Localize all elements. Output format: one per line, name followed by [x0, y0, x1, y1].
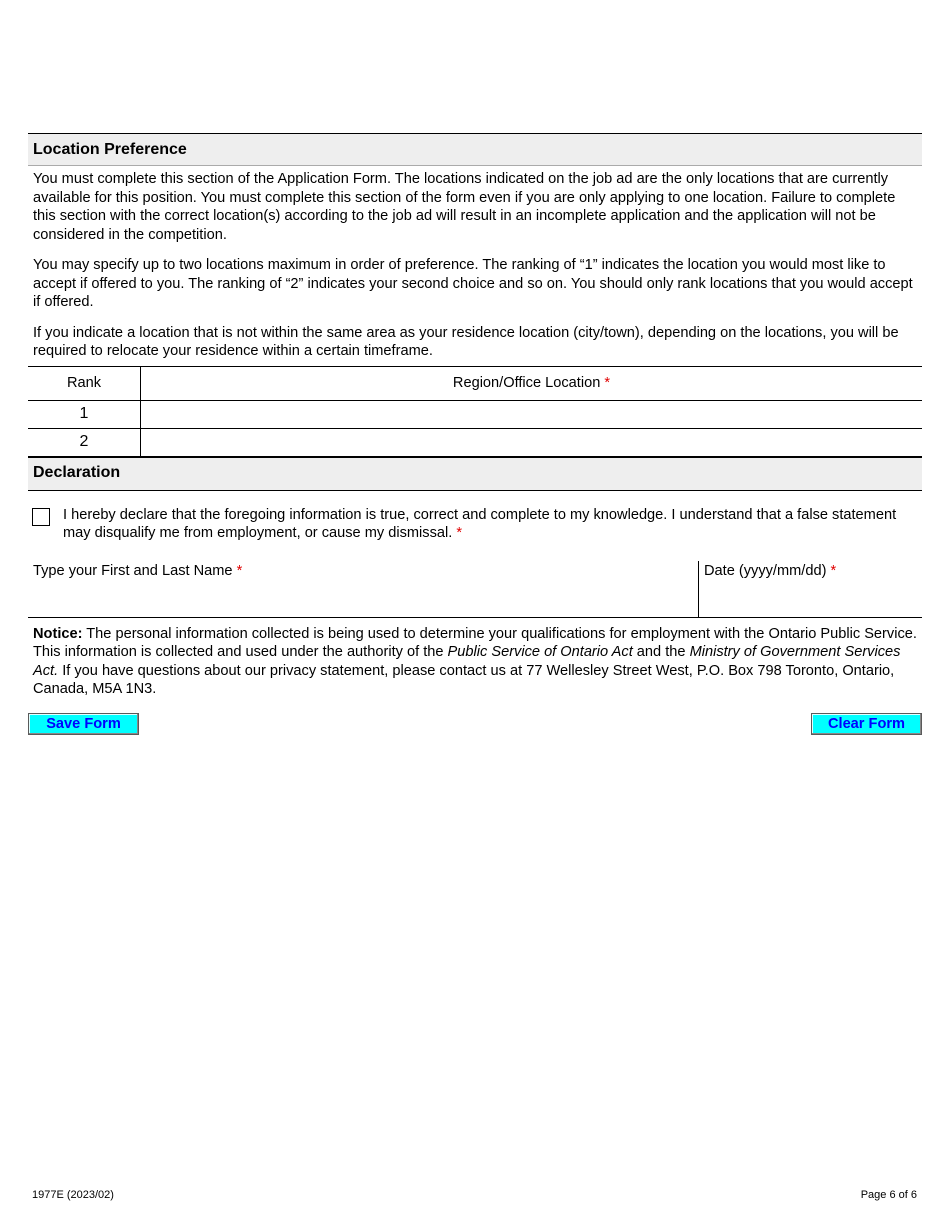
declaration-row	[28, 506, 922, 543]
table-row	[28, 428, 922, 457]
notice-label: Notice:	[33, 625, 83, 642]
location-column-header: Region/Office Location *	[141, 366, 923, 400]
location-instructions-1: You must complete this section of the Application Form. The locations indicated on the job ad are the only locations that are currently available for this position. You must complete this section of the form even if you are only applying to one location. Failure to complete this section with the correct location(s) according to the job ad will result in an incomplete application and the application will not be considered in the competition.	[33, 171, 896, 243]
date-label: Date (yyyy/mm/dd)	[704, 562, 827, 579]
act-name: Ministry of Government Services Act.	[33, 644, 901, 679]
save-form-button[interactable]: Save Form	[28, 713, 139, 735]
signature-row	[28, 561, 922, 618]
location-preference-heading: Location Preference	[28, 133, 922, 166]
required-asterisk: *	[236, 562, 243, 579]
location-instructions-3: If you indicate a location that is not within the same area as your residence location (city/town), depending on the locations, you will be required to relocate your residence within a certain timeframe.	[33, 324, 899, 359]
location-instructions-2: You may specify up to two locations maximum in order of preference. The ranking of “1” indicates the location you would most like to accept if offered to you. The ranking of “2” indicates your second choice and so on. You should only rank locations that you would accept if offered.	[33, 257, 913, 310]
name-field[interactable]	[28, 561, 698, 617]
clear-form-button[interactable]: Clear Form	[811, 713, 922, 735]
table-row	[28, 400, 922, 428]
location-input-2[interactable]	[141, 428, 923, 457]
table-header-row	[28, 366, 922, 400]
name-label: Type your First and Last Name	[33, 562, 233, 579]
declaration-checkbox[interactable]	[32, 508, 50, 526]
declaration-statement: I hereby declare that the foregoing information is true, correct and complete to my knowledge. I understand that a false statement may disqualify me from employment, or cause my dismissal. *	[63, 506, 897, 541]
required-asterisk: *	[830, 562, 837, 579]
form-page	[28, 133, 922, 735]
rank-cell: 1	[28, 400, 141, 428]
required-asterisk: *	[456, 525, 463, 541]
act-name: Public Service of Ontario Act	[447, 644, 633, 660]
required-asterisk: *	[604, 375, 611, 391]
date-field[interactable]	[698, 561, 922, 617]
declaration-heading: Declaration	[28, 458, 922, 491]
form-code: 1977E (2023/02)	[32, 1189, 114, 1201]
form-buttons	[28, 713, 922, 735]
location-rank-table	[28, 366, 922, 458]
location-input-1[interactable]	[141, 400, 923, 428]
rank-column-header: Rank	[28, 366, 141, 400]
page-number: Page 6 of 6	[860, 1189, 917, 1201]
rank-cell: 2	[28, 428, 141, 457]
privacy-notice: Notice: The personal information collected is being used to determine your qualifications for employment with the Ontario Public Service. This information is collected and used under the authority of the Public Service of Ontario Act and the Ministry of Government Services Act. If you have questions about our privacy statement, please contact us at 77 Wellesley Street West, P.O. Box 798 Toronto, Ontario, Canada, M5A 1N3.	[33, 625, 917, 697]
